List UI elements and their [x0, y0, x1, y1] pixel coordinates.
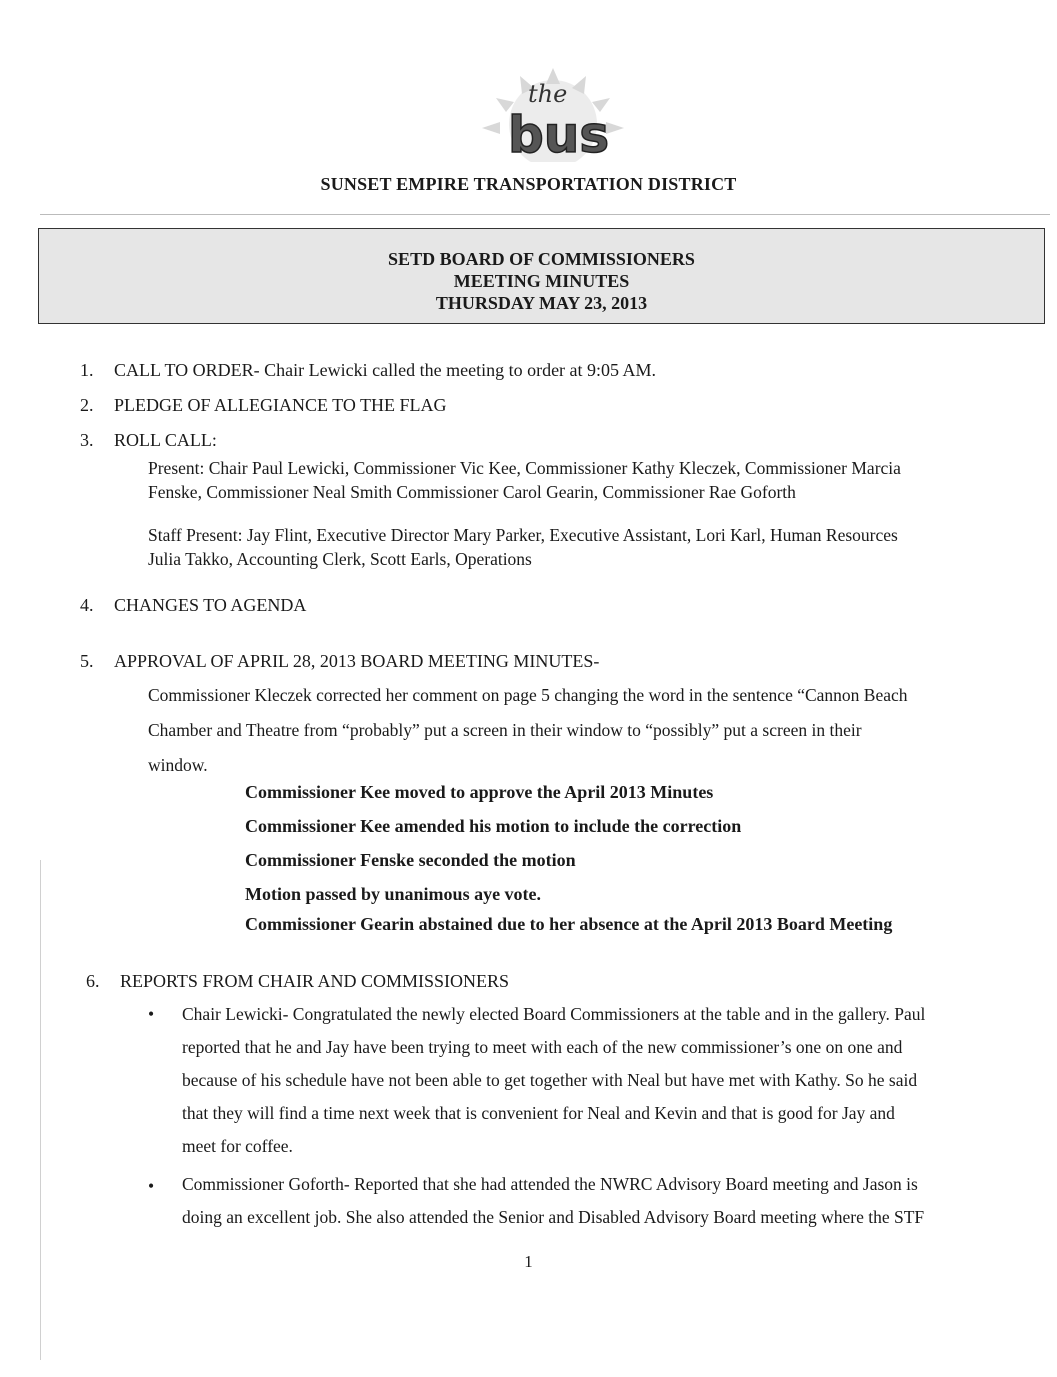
- meeting-header-box: [38, 228, 1045, 324]
- agenda-item-3: [80, 430, 217, 451]
- item-number: 6.: [86, 971, 100, 991]
- motion-line: Commissioner Kee amended his motion to include the correction: [245, 816, 742, 836]
- roll-call-present: Present: Chair Paul Lewicki, Commissioner Vic Kee, Commissioner Kathy Kleczek, Commissioner Marcia Fenske, Commissioner Neal Smith Commissioner Carol Gearin, Commissioner Rae Goforth: [148, 458, 901, 502]
- item-text: CHANGES TO AGENDA: [114, 595, 307, 615]
- item-number: 2.: [80, 395, 94, 415]
- motion-line: Commissioner Fenske seconded the motion: [245, 850, 576, 870]
- roll-call-staff: Staff Present: Jay Flint, Executive Director Mary Parker, Executive Assistant, Lori Karl, Human Resources Julia Takko, Accounting Clerk, Scott Earls, Operations: [148, 525, 898, 569]
- motion-line: Commissioner Gearin abstained due to her absence at the April 2013 Board Meeting: [245, 914, 893, 934]
- item-number: 5.: [80, 651, 94, 671]
- bullet-icon: •: [148, 1176, 155, 1196]
- report-commissioner-goforth: Commissioner Goforth- Reported that she had attended the NWRC Advisory Board meeting and Jason is doing an excellent job. She also attended the Senior and Disabled Advisory Board meeting where the STF: [182, 1174, 925, 1227]
- logo-word-bus: bus: [508, 106, 610, 162]
- header-title: SETD BOARD OF COMMISSIONERS: [388, 249, 695, 269]
- agenda-item-1: [80, 360, 656, 381]
- organization-name: SUNSET EMPIRE TRANSPORTATION DISTRICT: [320, 174, 737, 194]
- the-bus-logo: [468, 62, 638, 162]
- header-date: THURSDAY MAY 23, 2013: [435, 293, 648, 313]
- item-text: CALL TO ORDER- Chair Lewicki called the meeting to order at 9:05 AM.: [114, 360, 657, 380]
- agenda-item-6: [86, 971, 509, 992]
- page-number: 1: [524, 1252, 533, 1271]
- scan-edge-line: [40, 860, 41, 1360]
- logo-word-the: the: [528, 80, 568, 108]
- item-number: 1.: [80, 360, 94, 380]
- sun-logo-icon: [468, 62, 638, 162]
- header-subtitle: MEETING MINUTES: [453, 271, 630, 291]
- divider: [40, 214, 1050, 215]
- motion-line: Motion passed by unanimous aye vote.: [245, 884, 542, 904]
- motion-line: Commissioner Kee moved to approve the April 2013 Minutes: [245, 782, 714, 802]
- item-text: APPROVAL OF APRIL 28, 2013 BOARD MEETING MINUTES-: [114, 651, 600, 671]
- item-text: REPORTS FROM CHAIR AND COMMISSIONERS: [120, 971, 510, 991]
- agenda-item-2: [80, 395, 447, 416]
- item-text: PLEDGE OF ALLEGIANCE TO THE FLAG: [114, 395, 447, 415]
- approval-correction: Commissioner Kleczek corrected her comment on page 5 changing the word in the sentence “Cannon Beach Chamber and Theatre from “probably” put a screen in their window to “possibly” put a screen in their window.: [148, 685, 908, 775]
- item-number: 3.: [80, 430, 94, 450]
- report-chair-lewicki: Chair Lewicki- Congratulated the newly elected Board Commissioners at the table and in the gallery. Paul reported that he and Jay have been trying to meet with each of the new commissioner’s one on one and because of his schedule have not been able to get together with Neal but have met with Kathy. So he said that they will find a time next week that is convenient for Neal and Kevin and that is good for Jay and meet for coffee.: [182, 1004, 926, 1156]
- agenda-item-4: [80, 595, 306, 616]
- agenda-item-5: [80, 651, 599, 672]
- item-number: 4.: [80, 595, 94, 615]
- bullet-icon: •: [148, 1004, 155, 1024]
- item-text: ROLL CALL:: [114, 430, 217, 450]
